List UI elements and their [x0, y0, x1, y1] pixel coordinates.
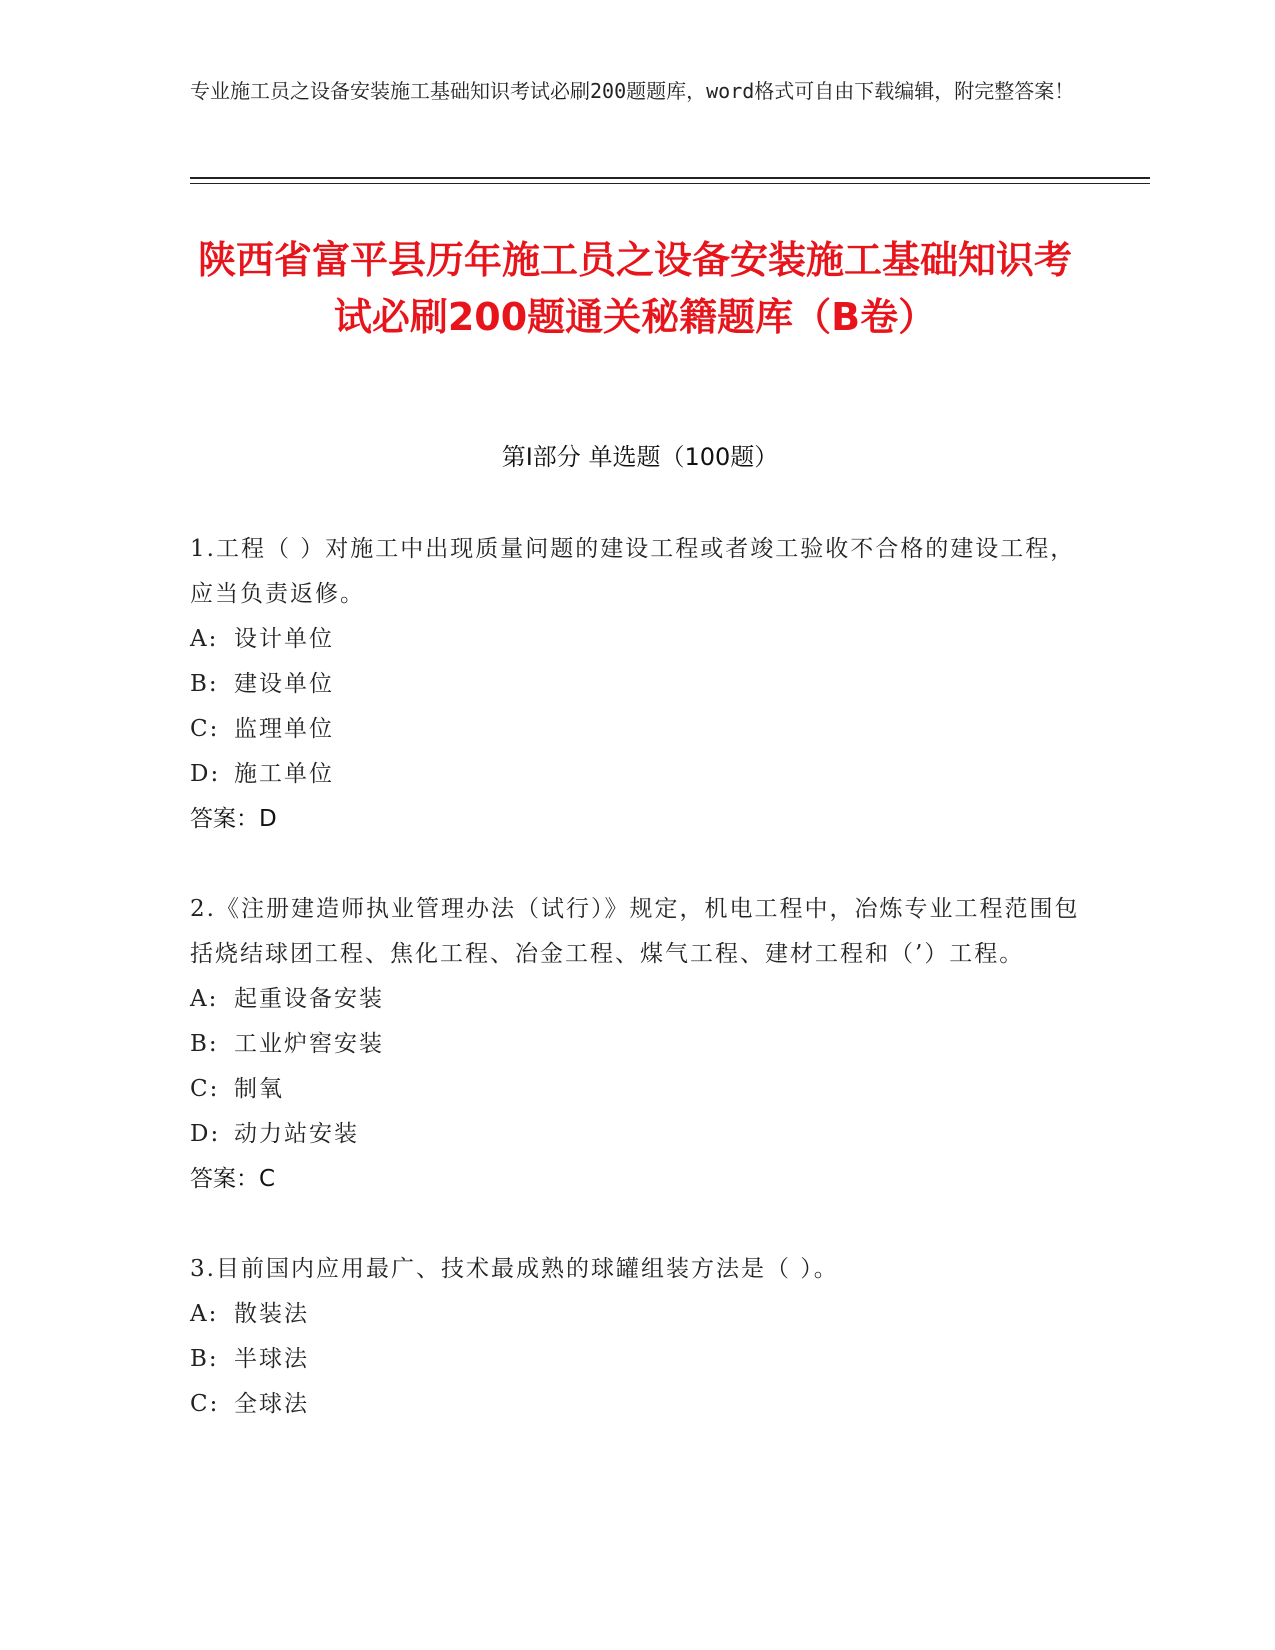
option-key: A: [190, 626, 219, 652]
option-text: 半球法 [234, 1346, 309, 1372]
question-option [190, 1337, 1090, 1382]
question-stem: 1.工程（ ）对施工中出现质量问题的建设工程或者竣工验收不合格的建设工程，应当负责返修。 [190, 536, 1076, 607]
option-key: A: [190, 1301, 219, 1327]
question-3 [190, 1247, 1090, 1427]
section-heading: 第I部分 单选题（100题） [501, 443, 779, 471]
option-key: C: [190, 716, 220, 742]
option-text: 工业炉窖安装 [234, 1031, 384, 1057]
question-option [190, 707, 1090, 752]
option-key: B: [190, 1346, 219, 1372]
header-rule-thick [190, 177, 1150, 179]
option-text: 动力站安装 [234, 1121, 359, 1147]
document-title: 陕西省富平县历年施工员之设备安装施工基础知识考试必刷200题通关秘籍题库（B卷） [197, 238, 1072, 339]
option-text: 设计单位 [234, 626, 334, 652]
option-key: A: [190, 986, 219, 1012]
option-text: 施工单位 [234, 761, 334, 787]
question-option [190, 617, 1090, 662]
answer-label: 答案： [190, 1166, 259, 1192]
option-key: D: [190, 761, 221, 787]
question-option [190, 977, 1090, 1022]
option-text: 制氧 [234, 1076, 284, 1102]
question-option [190, 662, 1090, 707]
option-key: C: [190, 1391, 220, 1417]
option-key: D: [190, 1121, 221, 1147]
option-key: B: [190, 671, 219, 697]
option-key: B: [190, 1031, 219, 1057]
option-text: 建设单位 [234, 671, 334, 697]
option-text: 起重设备安装 [234, 986, 384, 1012]
question-1 [190, 527, 1090, 842]
header-rule-thin [190, 183, 1150, 184]
option-text: 全球法 [234, 1391, 309, 1417]
question-option [190, 752, 1090, 797]
answer-line [190, 1157, 1090, 1202]
option-text: 散装法 [234, 1301, 309, 1327]
question-option [190, 1112, 1090, 1157]
option-key: C: [190, 1076, 220, 1102]
question-option [190, 1382, 1090, 1427]
question-list [190, 527, 1090, 1472]
answer-value: D [259, 806, 277, 832]
question-option [190, 1022, 1090, 1067]
question-stem: 3.目前国内应用最广、技术最成熟的球罐组装方法是（ ）。 [190, 1256, 839, 1282]
question-option [190, 1292, 1090, 1337]
option-text: 监理单位 [234, 716, 334, 742]
answer-line [190, 797, 1090, 842]
answer-label: 答案： [190, 806, 259, 832]
question-option [190, 1067, 1090, 1112]
question-2 [190, 887, 1090, 1202]
question-stem: 2.《注册建造师执业管理办法（试行）》规定，机电工程中，冶炼专业工程范围包括烧结球团工程、焦化工程、冶金工程、煤气工程、建材工程和（’）工程。 [190, 896, 1080, 967]
answer-value: C [259, 1166, 276, 1192]
header-note: 专业施工员之设备安装施工基础知识考试必刷200题题库，word格式可自由下载编辑，附完整答案！ [190, 79, 1075, 103]
